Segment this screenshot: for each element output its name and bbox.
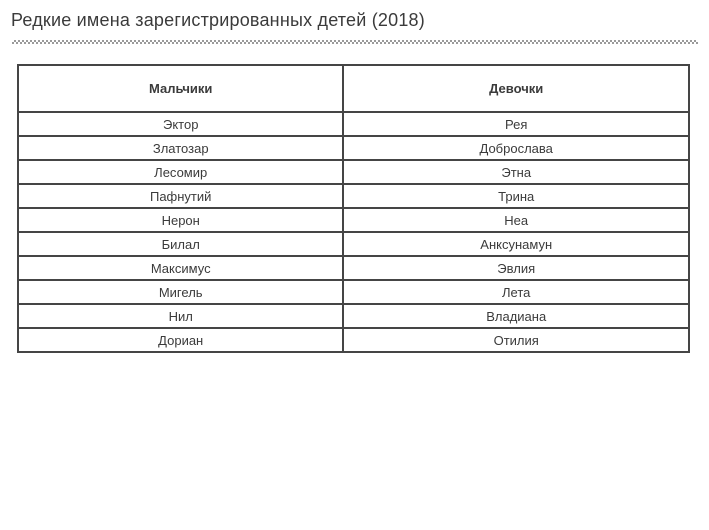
boy-name-cell: Нерон <box>18 208 343 232</box>
title-divider <box>12 40 698 44</box>
table-row <box>18 304 689 328</box>
girl-name-cell: Эвлия <box>343 256 689 280</box>
boy-name-cell: Мигель <box>18 280 343 304</box>
table-header-row <box>18 65 689 112</box>
girl-name-cell: Владиана <box>343 304 689 328</box>
table-row <box>18 112 689 136</box>
girl-name-cell: Лета <box>343 280 689 304</box>
boy-name-cell: Эктор <box>18 112 343 136</box>
boy-name-cell: Златозар <box>18 136 343 160</box>
boy-name-cell: Максимус <box>18 256 343 280</box>
table-row <box>18 328 689 352</box>
girl-name-cell: Трина <box>343 184 689 208</box>
table-row <box>18 208 689 232</box>
table-row <box>18 184 689 208</box>
table-row <box>18 160 689 184</box>
table-row <box>18 280 689 304</box>
boy-name-cell: Лесомир <box>18 160 343 184</box>
boy-name-cell: Дориан <box>18 328 343 352</box>
table-row <box>18 232 689 256</box>
rare-names-table <box>17 64 690 353</box>
table-row <box>18 136 689 160</box>
girl-name-cell: Анксунамун <box>343 232 689 256</box>
girl-name-cell: Отилия <box>343 328 689 352</box>
girl-name-cell: Этна <box>343 160 689 184</box>
boy-name-cell: Билал <box>18 232 343 256</box>
page-title: Редкие имена зарегистрированных детей (2018) <box>11 10 425 30</box>
girl-name-cell: Неа <box>343 208 689 232</box>
column-header-boys: Мальчики <box>18 65 343 112</box>
table-row <box>18 256 689 280</box>
boy-name-cell: Пафнутий <box>18 184 343 208</box>
boy-name-cell: Нил <box>18 304 343 328</box>
page <box>0 9 709 530</box>
girl-name-cell: Рея <box>343 112 689 136</box>
girl-name-cell: Доброслава <box>343 136 689 160</box>
column-header-girls: Девочки <box>343 65 689 112</box>
